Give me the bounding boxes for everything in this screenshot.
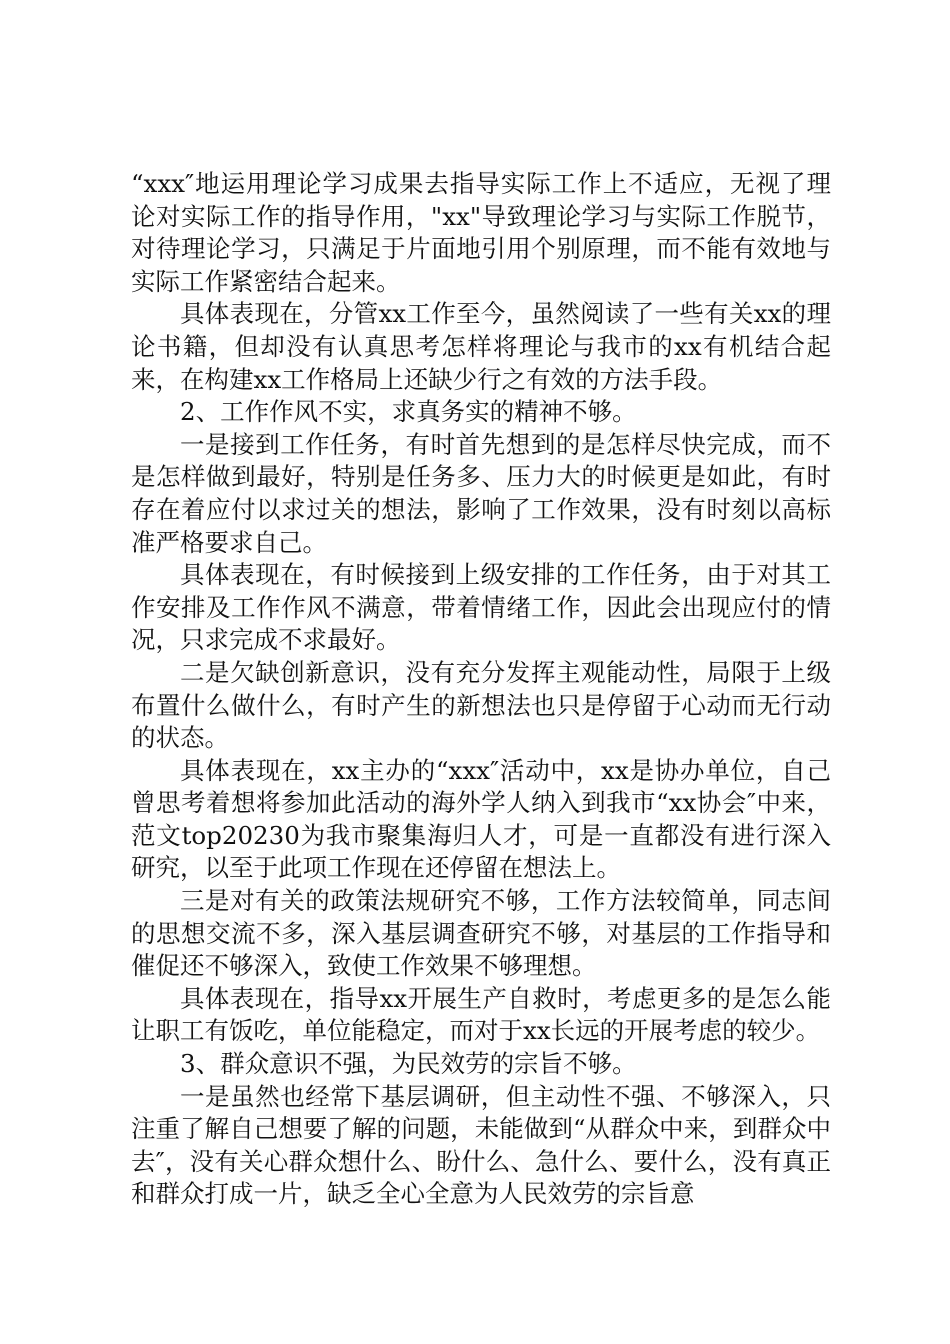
section-heading-3: 3、群众意识不强，为民效劳的宗旨不够。 bbox=[180, 1049, 637, 1079]
document-body bbox=[131, 168, 831, 1211]
section-heading-2: 2、工作作风不实，求真务实的精神不够。 bbox=[180, 397, 637, 427]
paragraph-6: 具体表现在，xx主办的“xxx″活动中，xx是协办单位，自己曾思考着想将参加此活动的海外学人纳入到我市“xx协会″中来，范文top20230为我市聚集海归人才，可是一直都没有进行深入研究，以至于此项工作现在还停留在想法上。 bbox=[131, 755, 831, 883]
paragraph-7: 三是对有关的政策法规研究不够，工作方法较简单，同志间的思想交流不多，深入基层调查研究不够，对基层的工作指导和催促还不够深入，致使工作效果不够理想。 bbox=[131, 886, 831, 981]
paragraph-5: 二是欠缺创新意识，没有充分发挥主观能动性，局限于上级布置什么做什么，有时产生的新想法也只是停留于心动而无行动的状态。 bbox=[131, 657, 831, 753]
paragraph-9: 一是虽然也经常下基层调研，但主动性不强、不够深入，只注重了解自己想要了解的问题，未能做到“从群众中来，到群众中去″，没有关心群众想什么、盼什么、急什么、要什么，没有真正和群众打成一片，缺乏全心全意为人民效劳的宗旨意 bbox=[131, 1081, 831, 1209]
paragraph-8: 具体表现在，指导xx开展生产自救时，考虑更多的是怎么能让职工有饭吃，单位能稳定，而对于xx长远的开展考虑的较少。 bbox=[131, 983, 831, 1046]
paragraph-3: 一是接到工作任务，有时首先想到的是怎样尽快完成，而不是怎样做到最好，特别是任务多、压力大的时候更是如此，有时存在着应付以求过关的想法，影响了工作效果，没有时刻以高标准严格要求自己。 bbox=[131, 429, 831, 557]
paragraph-2: 具体表现在，分管xx工作至今，虽然阅读了一些有关xx的理论书籍，但却没有认真思考怎样将理论与我市的xx有机结合起来，在构建xx工作格局上还缺少行之有效的方法手段。 bbox=[131, 299, 831, 394]
paragraph-4: 具体表现在，有时候接到上级安排的工作任务，由于对其工作安排及工作作风不满意，带着情绪工作，因此会出现应付的情况，只求完成不求最好。 bbox=[131, 560, 831, 655]
paragraph-1: “xxx″地运用理论学习成果去指导实际工作上不适应，无视了理论对实际工作的指导作用，"xx"导致理论学习与实际工作脱节，对待理论学习，只满足于片面地引用个别原理，而不能有效地与实际工作紧密结合起来。 bbox=[131, 169, 831, 296]
